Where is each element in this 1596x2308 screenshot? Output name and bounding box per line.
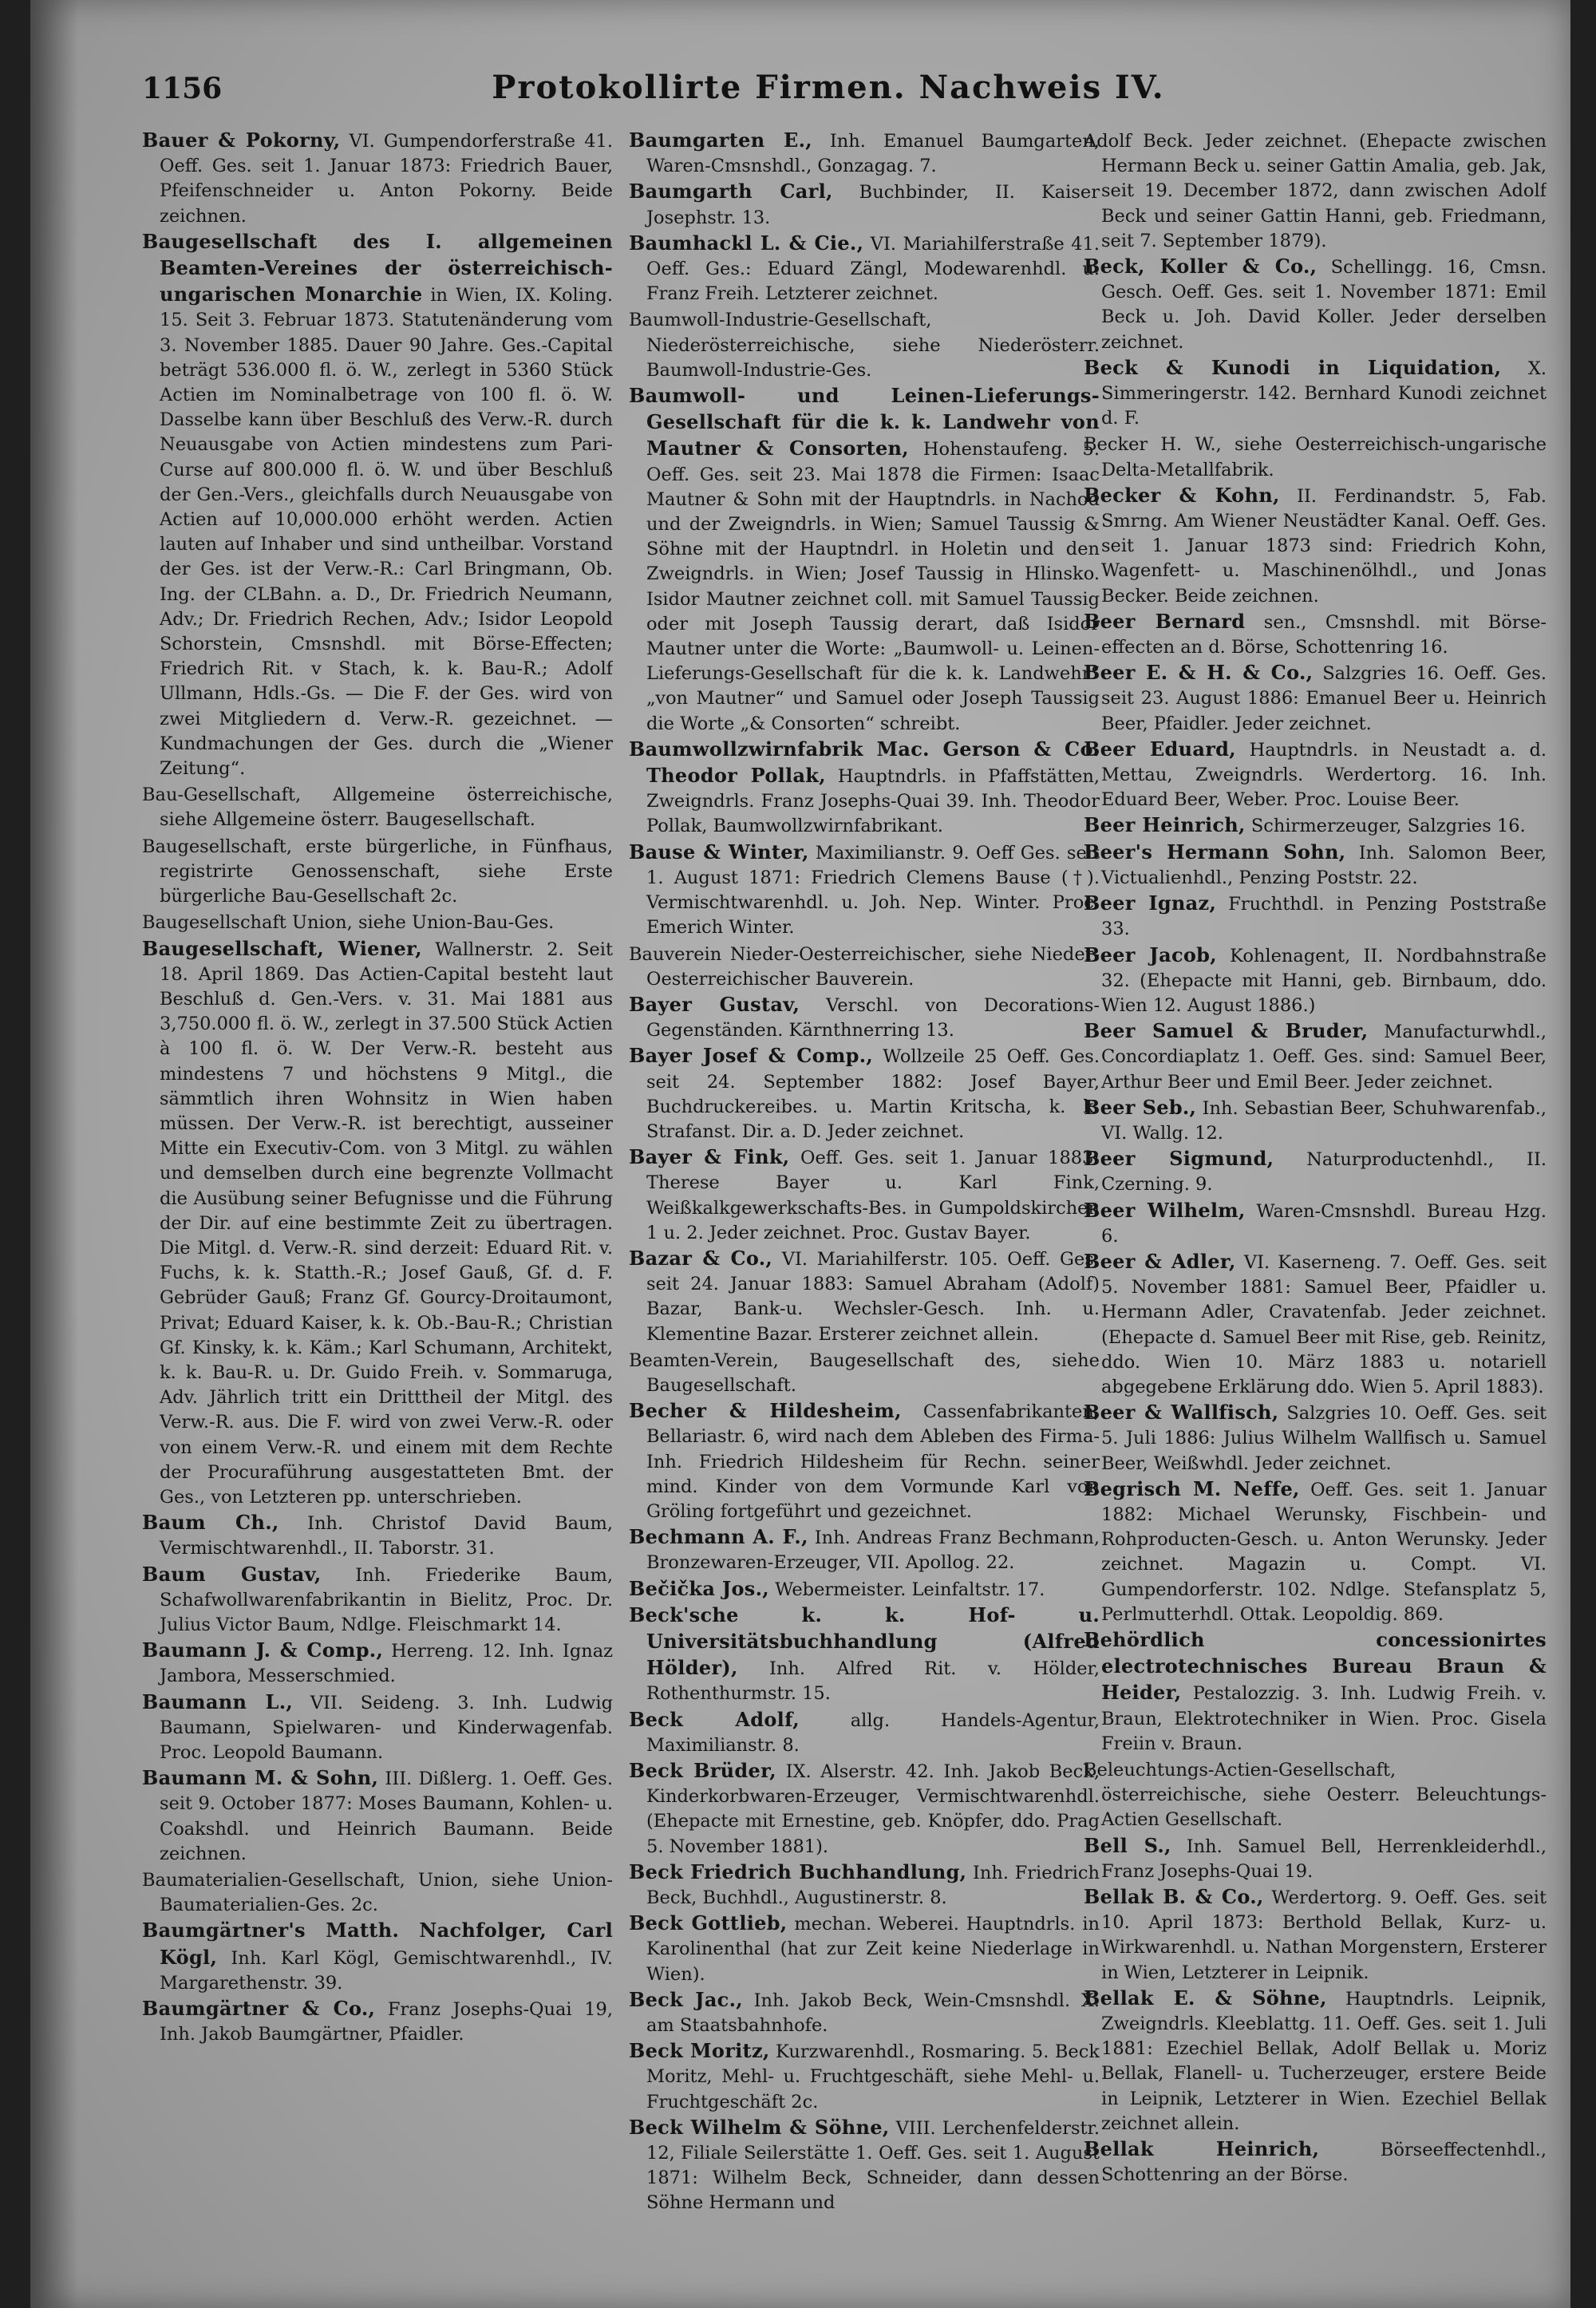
entry-description: III. Dißlerg. 1. Oeff. Ges. seit 9. October 1877: Moses Baumann, Kohlen- u. Coakshdl. und Heinrich Baumann. Beide zeichnen.	[160, 1769, 613, 1864]
entry-description: Inh. Christof David Baum, Vermischtwarenhdl., II. Taborstr. 31.	[160, 1513, 613, 1559]
entry-description: Fruchthdl. in Penzing Poststraße 33.	[1101, 894, 1547, 940]
entry-firm-name: Beck'sche k. k. Hof- u. Universitätsbuchhandlung (Alfred Hölder),	[629, 1603, 1100, 1680]
entry-description: Inh. Karl Kögl, Gemischtwarenhdl., IV. Margarethenstr. 39.	[160, 1947, 613, 1994]
entry-description: IX. Alserstr. 42. Inh. Jakob Beck, Kinderkorbwaren-Erzeuger, Vermischtwarenhdl. (Ehepacte mit Ernestine, geb. Knöpfer, ddo. Prag 5. November 1881).	[646, 1761, 1100, 1857]
entry-firm-name: Beer's Hermann Sohn,	[1084, 840, 1346, 864]
directory-entry	[629, 1524, 1100, 1575]
entry-firm-name: Behördlich concessionirtes electrotechnisches Bureau Braun & Heider,	[1084, 1627, 1547, 1705]
directory-entry	[629, 1987, 1100, 2038]
entry-firm-name: Beer Sigmund,	[1084, 1147, 1274, 1171]
entry-description: Adolf Beck. Jeder zeichnet. (Ehepacte zwischen Hermann Beck u. seiner Gattin Amalia, geb. Jak, seit 19. December 1872, dann zwischen Adolf Beck und seiner Gattin Hanni, geb. Friedmann, seit 7. September 1879).	[1084, 131, 1547, 251]
entry-description: VI. Kaserneng. 7. Oeff. Ges. seit 5. November 1881: Samuel Beer, Pfaidler u. Hermann Adler, Cravatenfab. Jeder zeichnet. (Ehepacte d. Samuel Beer mit Rise, geb. Reinitz, ddo. Wien 10. März 1883 u. notariell abgegebene Erklärung ddo. Wien 5. April 1883).	[1101, 1251, 1547, 1397]
directory-entry	[142, 1638, 613, 1689]
directory-entry	[629, 179, 1100, 230]
directory-entry	[629, 2038, 1100, 2115]
entry-firm-name: Begrisch M. Neffe,	[1084, 1476, 1300, 1500]
entry-description: Inh. Sebastian Beer, Schuhwarenfab., VI. Wallg. 12.	[1101, 1097, 1547, 1144]
page-header	[142, 65, 1547, 113]
entry-firm-name: Baugesellschaft des I. allgemeinen Beamten-Vereines der österreichisch-ungarischen Monarchie	[142, 229, 613, 306]
directory-entry	[142, 1918, 613, 1996]
entry-firm-name: Bellak E. & Söhne,	[1084, 1986, 1327, 2010]
entry-description: Inh. Jakob Beck, Wein-Cmsnshdl. X. am Staatsbahnhofe.	[646, 1990, 1100, 2037]
running-title: Protokollirte Firmen. Nachweis IV.	[492, 69, 1165, 106]
directory-entry	[629, 1043, 1100, 1144]
entry-description: Salzgries 16. Oeff. Ges. seit 23. August 1886: Emanuel Beer u. Heinrich Beer, Pfaidler. Jeder zeichnet.	[1101, 663, 1547, 734]
entry-description: VI. Mariahilferstr. 105. Oeff. Ges. seit 24. Januar 1883: Samuel Abraham (Adolf) Bazar, Bank-u. Wechsler-Gesch. Inh. u. Klementine Bazar. Ersterer zeichnet allein.	[646, 1248, 1100, 1345]
entry-firm-name: Beck Adolf,	[629, 1707, 800, 1731]
entry-firm-name: Beer Jacob,	[1084, 943, 1217, 966]
entry-description: Waren-Cmsnshdl. Bureau Hzg. 6.	[1101, 1200, 1547, 1247]
entry-description: Börseeffectenhdl., Schottenring an der Börse.	[1101, 2140, 1547, 2186]
entry-firm-name: Bečička Jos.,	[629, 1576, 769, 1600]
entry-description: allg. Handels-Agentur, Maximilianstr. 8.	[646, 1709, 1100, 1756]
entry-description: Wollzeile 25 Oeff. Ges. seit 24. September 1882: Josef Bayer, Buchdruckereibes. u. Martin Kritscha, k. k. Strafanst. Dir. a. D. Jeder zeichnet.	[646, 1046, 1100, 1142]
directory-entry	[629, 2115, 1100, 2216]
directory-entry	[629, 1347, 1100, 1398]
directory-entry	[1084, 1018, 1547, 1095]
entry-firm-name: Bazar & Co.,	[629, 1246, 773, 1270]
entry-description: Oeff. Ges. seit 1. Januar 1882: Michael Werunsky, Fischbein- und Rohproducten-Gesch. u. Anton Werunsky. Jeder zeichnet. Magazin u. Compt. VI. Gumpendorferstr. 102. Ndlge. Stefansplatz 5, Perlmutterhdl. Ottak. Leopoldig. 869.	[1101, 1479, 1547, 1625]
entry-firm-name: Baumgärtner's Matth. Nachfolger, Carl Kögl,	[142, 1919, 613, 1969]
entry-firm-name: Baumann L.,	[142, 1690, 294, 1713]
document-page	[30, 0, 1570, 2308]
directory-entry	[629, 1911, 1100, 1987]
directory-entry	[142, 1765, 613, 1867]
entry-description: Kohlenagent, II. Nordbahnstraße 32. (Ehepacte mit Hanni, geb. Birnbaum, ddo. Wien 12. August 1886.)	[1101, 945, 1547, 1016]
entry-description: Baugesellschaft Union, siehe Union-Bau-Ges.	[142, 912, 555, 934]
directory-entry	[629, 1576, 1100, 1603]
entry-firm-name: Beer Bernard	[1084, 609, 1246, 633]
entry-firm-name: Bayer Josef & Comp.,	[629, 1044, 874, 1068]
entry-description: II. Ferdinandstr. 5, Fab. Smrng. Am Wiener Neustädter Kanal. Oeff. Ges. seit 1. Januar 1873 sind: Friedrich Kohn, Wagenfett- u. Maschinenölhdl., und Jonas Becker. Beide zeichnen.	[1101, 485, 1547, 607]
entry-firm-name: Baumann J. & Comp.,	[142, 1638, 384, 1662]
entry-firm-name: Bayer Gustav,	[629, 992, 800, 1016]
entry-firm-name: Beck & Kunodi in Liquidation,	[1084, 355, 1502, 379]
entry-firm-name: Baugesellschaft, Wiener,	[142, 936, 422, 960]
directory-entry	[142, 128, 613, 229]
entry-description: sen., Cmsnshdl. mit Börse-effecten an d. Börse, Schottenring 16.	[1101, 611, 1547, 658]
entry-description: VIII. Lerchenfelderstr. 12, Filiale Seilerstätte 1. Oeff. Ges. seit 1. August 1871: Wilhelm Beck, Schneider, dann dessen Söhne Hermann und	[646, 2117, 1100, 2214]
entry-description: Oeff. Ges. seit 1. Januar 1883: Therese Bayer u. Karl Fink, Weißkalkgewerkschafts-Bes. in Gumpoldskirchen 1 u. 2. Jeder zeichnet. Proc. Gustav Bayer.	[646, 1148, 1100, 1243]
column-left	[142, 128, 613, 2282]
entry-description: Kurzwarenhdl., Rosmaring. 5. Beck Moritz, Mehl- u. Fruchtgeschäft, siehe Mehl- u. Fruchtgeschäft 2c.	[646, 2041, 1100, 2112]
directory-entry	[1084, 1884, 1547, 1986]
directory-entry	[1084, 660, 1547, 737]
directory-entry	[1084, 943, 1547, 1019]
directory-entry	[629, 941, 1100, 992]
directory-entry	[142, 229, 613, 781]
directory-entry	[1084, 483, 1547, 609]
entry-firm-name: Bellak Heinrich,	[1084, 2137, 1320, 2161]
directory-entry	[1084, 1198, 1547, 1249]
entry-description: Beamten-Verein, Baugesellschaft des, siehe Baugesellschaft.	[629, 1350, 1100, 1396]
entry-firm-name: Beck, Koller & Co.,	[1084, 255, 1317, 279]
entry-firm-name: Beck Wilhelm & Söhne,	[629, 2115, 890, 2139]
entry-firm-name: Baumhackl L. & Cie.,	[629, 231, 864, 255]
entry-description: Cassenfabrikanten, Bellariastr. 6, wird nach dem Ableben des Firma-Inh. Friedrich Hildesheim für Rechn. seiner mind. Kinder von dem Vormunde Karl von Gröling fortgeführt und gezeichnet.	[646, 1401, 1100, 1522]
directory-entry	[142, 1510, 613, 1561]
directory-entry	[629, 383, 1100, 737]
entry-description: Hauptndrls. Leipnik, Zweigndrls. Kleeblattg. 11. Oeff. Ges. seit 1. Juli 1881: Ezechiel Bellak, Adolf Bellak u. Moriz Bellak, Flanell- u. Tucherzeuger, erstere Beide in Leipnik, Letzterer in Wien. Ezechiel Bellak zeichnet allein.	[1101, 1988, 1547, 2134]
directory-entry	[1084, 1146, 1547, 1197]
entry-description: X. Simmeringerstr. 142. Bernhard Kunodi zeichnet d. F.	[1101, 358, 1547, 429]
directory-entry	[142, 1996, 613, 2047]
entry-firm-name: Bechmann A. F.,	[629, 1525, 808, 1549]
page-number: 1156	[142, 72, 223, 105]
entry-description: mechan. Weberei. Hauptndrls. in Karolinenthal (hat zur Zeit keine Niederlage in Wien).	[646, 1914, 1100, 1985]
entry-firm-name: Baum Ch.,	[142, 1511, 279, 1535]
entry-description: Baumaterialien-Gesellschaft, Union, siehe Union-Baumaterialien-Ges. 2c.	[142, 1870, 613, 1916]
directory-entry	[142, 1562, 613, 1638]
entry-description: Buchbinder, II. Kaiser Josephstr. 13.	[646, 182, 1100, 228]
entry-firm-name: Beer Heinrich,	[1084, 813, 1246, 837]
entry-firm-name: Beck Friedrich Buchhandlung,	[629, 1859, 967, 1883]
directory-entry	[629, 1246, 1100, 1347]
entry-firm-name: Baumann M. & Sohn,	[142, 1766, 379, 1790]
directory-entry	[1084, 128, 1547, 254]
entry-description: Verschl. von Decorations-Gegenständen. Kärnthnerring 13.	[646, 994, 1100, 1041]
entry-description: Wallnerstr. 2. Seit 18. April 1869. Das Actien-Capital besteht laut Beschluß d. Gen.-Vers. v. 31. Mai 1881 aus 3,750.000 fl. ö. W., zerlegt in 37.500 Stück Actien à 100 fl. ö. W. Der Verw.-R. besteht aus mindestens 7 und höchstens 9 Mitgl., die sämmtlich ihren Wohnsitz in Wien haben müssen. Der Verw.-R. ist berechtigt, ausseiner Mitte ein Executiv-Com. von 3 Mitgl. zu wählen und demselben durch eine begrenzte Vollmacht die Ausübung seiner Befugnisse und die Führung der Dir. auf eine bestimmte Zeit zu übertragen. Die Mitgl. d. Verw.-R. sind derzeit: Eduard Rit. v. Fuchs, k. k. Statth.-R.; Josef Gauß, Gf. d. F. Gebrüder Gauß; Franz Gf. Gourcy-Droitaumont, Privat; Eduard Kaiser, k. k. Ob.-Bau-R.; Christian Gf. Kinsky, k. k. Käm.; Karl Schumann, Architekt, k. k. Bau-R. u. Dr. Guido Freih. v. Sommaruga, Adv. Jährlich tritt ein Dritttheil der Mitgl. des Verw.-R. aus. Die F. wird von zwei Verw.-R. oder von einem Verw.-R. und einem mit dem Rechte der Procuraführung ausgestatteten Bmt. der Ges., von Letzteren pp. unterschrieben.	[160, 939, 613, 1508]
directory-entry	[1084, 2136, 1547, 2187]
entry-description: Salzgries 10. Oeff. Ges. seit 5. Juli 1886: Julius Wilhelm Wallfisch u. Samuel Beer, Weißwhdl. Jeder zeichnet.	[1101, 1403, 1547, 1474]
directory-entry	[142, 936, 613, 1511]
directory-entry	[1084, 609, 1547, 660]
entry-firm-name: Baumgärtner & Co.,	[142, 1997, 376, 2021]
entry-description: Naturproductenhdl., II. Czerning. 9.	[1101, 1149, 1547, 1195]
directory-entry	[629, 1144, 1100, 1246]
entry-description: Beleuchtungs-Actien-Gesellschaft, österreichische, siehe Oesterr. Beleuchtungs-Actien Gesellschaft.	[1084, 1760, 1547, 1831]
column-middle	[629, 128, 1100, 2282]
entry-description: VI. Mariahilferstraße 41. Oeff. Ges.: Eduard Zängl, Modewarenhdl. u. Franz Freih. Letzterer zeichnet.	[646, 233, 1100, 305]
directory-entry	[1084, 737, 1547, 813]
directory-entry	[629, 737, 1100, 840]
directory-entry	[142, 1690, 613, 1766]
entry-firm-name: Beer Samuel & Bruder,	[1084, 1019, 1369, 1043]
directory-entry	[1084, 1833, 1547, 1884]
directory-entry	[1084, 1095, 1547, 1146]
entry-description: Webermeister. Leinfaltstr. 17.	[768, 1579, 1045, 1600]
entry-firm-name: Bellak B. & Co.,	[1084, 1885, 1264, 1909]
directory-entry	[1084, 1627, 1547, 1757]
directory-entry	[1084, 254, 1547, 355]
entry-description: Schirmerzeuger, Salzgries 16.	[1245, 816, 1526, 837]
directory-entry	[142, 909, 613, 935]
directory-entry	[1084, 355, 1547, 432]
directory-entry	[629, 1398, 1100, 1524]
directory-entry	[142, 781, 613, 832]
entry-description: Manufacturwhdl., Concordiaplatz 1. Oeff. Ges. sind: Samuel Beer, Arthur Beer und Emil Beer. Jeder zeichnet.	[1101, 1022, 1547, 1093]
directory-entry	[1084, 1249, 1547, 1400]
entry-description: Franz Josephs-Quai 19, Inh. Jakob Baumgärtner, Pfaidler.	[160, 1999, 613, 2045]
entry-firm-name: Baum Gustav,	[142, 1562, 322, 1586]
entry-description: Schellingg. 16, Cmsn. Gesch. Oeff. Ges. seit 1. November 1871: Emil Beck u. Joh. David Koller. Jeder derselben zeichnet.	[1101, 257, 1547, 353]
entry-firm-name: Beer Seb.,	[1084, 1095, 1197, 1119]
entry-firm-name: Beer & Adler,	[1084, 1249, 1236, 1273]
entry-description: Hauptndrls. in Pfaffstätten, Zweigndrls. Franz Josephs-Quai 39. Inh. Theodor Pollak, Baumwollzwirnfabrikant.	[646, 766, 1100, 837]
entry-description: VI. Gumpendorferstraße 41. Oeff. Ges. seit 1. Januar 1873: Friedrich Bauer, Pfeifenschneider u. Anton Pokorny. Beide zeichnen.	[160, 131, 613, 227]
entry-firm-name: Becher & Hildesheim,	[629, 1399, 902, 1423]
directory-entry	[1084, 1476, 1547, 1627]
entry-description: in Wien, IX. Koling. 15. Seit 3. Februar 1873. Statutenänderung vom 3. November 1885. Dauer 90 Jahre. Ges.-Capital beträgt 536.000 fl. ö. W., zerlegt in 5360 Stück Actien im Nominalbetrage von 100 fl. ö. W. Dasselbe kann über Beschluß des Verw.-R. durch Neuausgabe von Actien mindestens zum Pari-Curse auf 800.000 fl. ö. W. und über Beschluß der Gen.-Vers., gleichfalls durch Neuausgabe von Actien auf 10,000.000 erhöht werden. Actien lauten auf Inhaber und sind untheilbar. Vorstand der Ges. ist der Verw.-R.: Carl Bringmann, Ob. Ing. der CLBahn. a. D., Dr. Friedrich Neumann, Adv.; Dr. Friedrich Rechen, Adv.; Isidor Leopold Schorstein, Cmsnshdl. mit Börse-Effecten; Friedrich Rit. v Stach, k. k. Bau-R.; Adolf Ullmann, Hdls.-Gs. — Die F. der Ges. wird von zwei Mitgliedern d. Verw.-R. gezeichnet. — Kundmachungen der Ges. durch die „Wiener Zeitung“.	[160, 285, 613, 780]
entry-firm-name: Beer Ignaz,	[1084, 891, 1217, 915]
entry-firm-name: Beer Eduard,	[1084, 737, 1236, 761]
directory-entry	[1084, 891, 1547, 942]
entry-description: Hauptndrls. in Neustadt a. d. Mettau, Zweigndrls. Werdertorg. 16. Inh. Eduard Beer, Weber. Proc. Louise Beer.	[1101, 739, 1547, 811]
entry-firm-name: Baumwoll- und Leinen-Lieferungs-Gesellschaft für die k. k. Landwehr von Mautner & Consorten,	[629, 384, 1100, 460]
directory-entry	[1084, 431, 1547, 482]
entry-description: Inh. Andreas Franz Bechmann, Bronzewaren-Erzeuger, VII. Apollog. 22.	[646, 1527, 1100, 1574]
directory-entry	[629, 1758, 1100, 1859]
entry-description: Becker H. W., siehe Oesterreichisch-ungarische Delta-Metallfabrik.	[1084, 434, 1547, 480]
directory-entry	[1084, 1986, 1547, 2136]
directory-entry	[629, 1707, 1100, 1758]
directory-entry	[1084, 812, 1547, 839]
entry-firm-name: Bause & Winter,	[629, 840, 809, 864]
entry-firm-name: Baumgarth Carl,	[629, 180, 833, 204]
directory-entry	[1084, 840, 1547, 891]
directory-entry	[629, 1603, 1100, 1707]
entry-firm-name: Baumwollzwirnfabrik Mac. Gerson & Co. Theodor Pollak,	[629, 737, 1100, 788]
entry-firm-name: Beck Moritz,	[629, 2039, 770, 2063]
entry-description: Inh. Samuel Bell, Herrenkleiderhdl., Franz Josephs-Quai 19.	[1101, 1836, 1547, 1882]
entry-description: Inh. Friedrich Beck, Buchhdl., Augustinerstr. 8.	[646, 1862, 1100, 1909]
entry-firm-name: Beer Wilhelm,	[1084, 1198, 1246, 1222]
entry-firm-name: Baumgarten E.,	[629, 128, 812, 152]
entry-firm-name: Beer E. & H. & Co.,	[1084, 661, 1314, 685]
entry-description: Inh. Alfred Rit. v. Hölder, Rothenthurmstr. 15.	[646, 1658, 1100, 1705]
entry-firm-name: Beck Gottlieb,	[629, 1911, 788, 1935]
page-edge-shadow	[30, 0, 78, 2308]
entry-firm-name: Beer & Wallfisch,	[1084, 1401, 1279, 1425]
directory-entry	[629, 1859, 1100, 1911]
entry-firm-name: Bauer & Pokorny,	[142, 128, 341, 152]
directory-entry	[1084, 1757, 1547, 1833]
column-right	[1084, 128, 1547, 2282]
entry-description: Bau-Gesellschaft, Allgemeine österreichische, siehe Allgemeine österr. Baugesellschaft.	[142, 784, 613, 831]
entry-description: Baumwoll-Industrie-Gesellschaft, Niederösterreichische, siehe Niederösterr. Baumwoll-Industrie-Ges.	[629, 310, 1100, 381]
entry-description: Herreng. 12. Inh. Ignaz Jambora, Messerschmied.	[160, 1641, 613, 1687]
entry-firm-name: Becker & Kohn,	[1084, 483, 1280, 507]
entry-description: VII. Seideng. 3. Inh. Ludwig Baumann, Spielwaren- und Kinderwagenfab. Proc. Leopold Baumann.	[160, 1692, 613, 1763]
entry-description: Bauverein Nieder-Oesterreichischer, siehe Nieder-Oesterreichischer Bauverein.	[629, 943, 1100, 990]
entry-firm-name: Beck Brüder,	[629, 1759, 776, 1782]
entry-description: Werdertorg. 9. Oeff. Ges. seit 10. April 1873: Berthold Bellak, Kurz- u. Wirkwarenhdl. u. Nathan Morgenstern, Ersterer in Wien, Letzterer in Leipnik.	[1101, 1887, 1547, 1983]
directory-entry	[629, 992, 1100, 1043]
directory-entry	[1084, 1400, 1547, 1476]
entry-description: Inh. Friederike Baum, Schafwollwarenfabrikantin in Bielitz, Proc. Dr. Julius Victor Baum, Ndlge. Fleischmarkt 14.	[160, 1564, 613, 1635]
entry-description: Inh. Emanuel Baumgarten, Waren-Cmsnshdl., Gonzagag. 7.	[646, 131, 1100, 177]
entry-firm-name: Bell S.,	[1084, 1833, 1171, 1857]
entry-firm-name: Beck Jac.,	[629, 1987, 743, 2011]
entry-description: Baugesellschaft, erste bürgerliche, in Fünfhaus, registrirte Genossenschaft, siehe Erste bürgerliche Bau-Gesellschaft 2c.	[142, 836, 613, 907]
entry-description: Inh. Salomon Beer, Victualienhdl., Penzing Poststr. 22.	[1101, 842, 1547, 888]
directory-entry	[629, 306, 1100, 383]
entry-description: Maximilianstr. 9. Oeff Ges. seit 1. August 1871: Friedrich Clemens Bause (†). Vermischtwarenhdl. u. Joh. Nep. Winter. Proc. Emerich Winter.	[646, 842, 1100, 939]
directory-entry	[629, 231, 1100, 307]
entry-description: Pestalozzig. 3. Inh. Ludwig Freih. v. Braun, Elektrotechniker in Wien. Proc. Gisela Freiin v. Braun.	[1101, 1683, 1547, 1754]
directory-entry	[629, 840, 1100, 941]
entry-firm-name: Bayer & Fink,	[629, 1145, 790, 1169]
directory-entry	[142, 1867, 613, 1918]
directory-entry	[629, 128, 1100, 179]
directory-entry	[142, 833, 613, 910]
entry-description: Hohenstaufeng. 5. Oeff. Ges. seit 23. Mai 1878 die Firmen: Isaac Mautner & Sohn mit der Hauptndrls. in Nachod und der Zweigndrls. in Wien; Samuel Taussig & Söhne mit der Hauptndrl. in Holetin und den Zweigndrls. in Wien; Josef Taussig in Hlinsko. Isidor Mautner zeichnet coll. mit Samuel Taussig oder mit Joseph Taussig derart, daß Isidor Mautner unter die Worte: „Baumwoll- u. Leinen-Lieferungs-Gesellschaft für die k. k. Landwehr“ „von Mautner“ und Samuel oder Joseph Taussig die Worte „& Consorten“ schreibt.	[646, 439, 1100, 734]
